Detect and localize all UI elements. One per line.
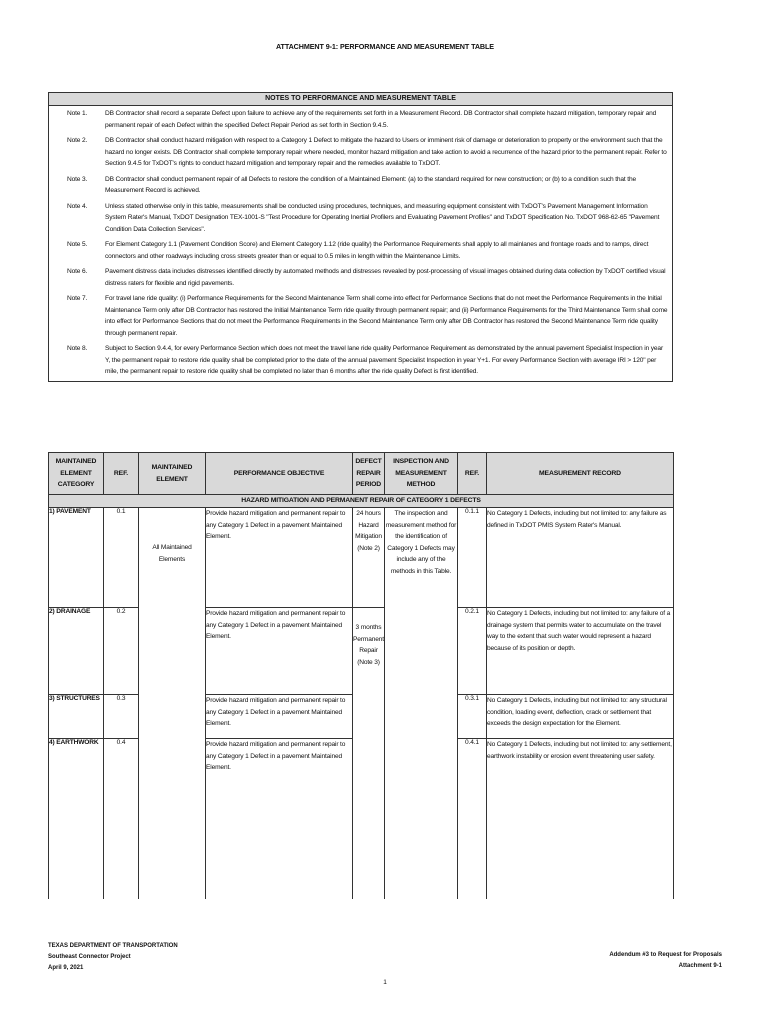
note-text: DB Contractor shall conduct hazard mitigation with respect to a Category 1 Defect to mitigate the hazard to Users or imminent risk of damage or deterioration to property or the environment such that the hazard no longer exists. DB Contractor shall complete temporary repair where needed, monitor hazard mitigation and take action to avoid a recurrence of the hazard prior to the permanent repair. Refer to Section 9.4.5 for TxDOT's rights to conduct hazard mitigation and temporary repair and the remedies available to TxDOT. [105, 137, 667, 167]
note-label: Note 7. [67, 295, 88, 302]
notes-heading: NOTES TO PERFORMANCE AND MEASUREMENT TABLE [49, 93, 672, 106]
footer-org: TEXAS DEPARTMENT OF TRANSPORTATION [48, 943, 178, 949]
header-objective: PERFORMANCE OBJECTIVE [206, 453, 353, 495]
row-objective: Provide hazard mitigation and permanent repair to any Category 1 Defect in a pavement Maintained Element. [206, 608, 353, 695]
note-text: DB Contractor shall conduct permanent repair of all Defects to restore the condition of a Maintained Element: (a) to the standard required for new construction; or (b) to a condition such that the Measurement Record is achieved. [105, 175, 637, 194]
header-record: MEASUREMENT RECORD [487, 453, 674, 495]
row-ref2: 0.4.1 [458, 739, 487, 899]
note-item [49, 174, 672, 197]
repair-period-permanent: 3 months Permanent Repair (Note 3) [353, 608, 385, 899]
header-ref: REF. [104, 453, 139, 495]
note-text: DB Contractor shall record a separate Defect upon failure to achieve any of the requirements set forth in a Measurement Record. DB Contractor shall complete hazard mitigation, temporary repair and permanent repair of each Defect within the specified Defect Repair Period as set forth in Section 9.4.5. [105, 110, 657, 129]
note-text: Pavement distress data includes distresses identified directly by automated methods and distresses revealed by post-processing of visual images obtained during data collection by TxDOT certified visual distress raters for flexible and rigid pavements. [105, 268, 666, 287]
repair-period-hazard: 24 hours Hazard Mitigation (Note 2) [353, 508, 385, 608]
note-label: Note 4. [67, 202, 88, 210]
note-text: Subject to Section 9.4.4, for every Performance Section which does not meet the travel lane ride quality Performance Requirement as demonstrated by the annual pavement Specialist Inspection in year Y, the permanent repair to restore ride quality shall be completed prior to the date of the annual pavement Specialist Inspection in year Y+1. For every Performance Section with average IRI > 120" per mile, the permanent repair to restore ride quality shall be completed no later than 6 months after the ride quality Defect is first identified. [105, 345, 663, 375]
row-ref2: 0.1.1 [458, 508, 487, 608]
row-record: No Category 1 Defects, including but not limited to: any settlement, earthwork instability or erosion event threatening user safety. [487, 739, 674, 899]
table-row [49, 508, 674, 608]
note-item [49, 293, 672, 339]
row-record: No Category 1 Defects, including but not limited to: any failure of a drainage system that permits water to accumulate on the travel way to the extent that such water would represent a hazard because of its position or depth. [487, 608, 674, 695]
header-category: MAINTAINED ELEMENT CATEGORY [49, 453, 104, 495]
inspection-method: The inspection and measurement method for the identification of Category 1 Defects may include any of the methods in this Table. [385, 508, 458, 899]
note-text: For travel lane ride quality: (i) Performance Requirements for the Second Maintenance Term shall come into effect for Performance Sections that do not meet the Performance Requirements in the Initial Maintenance Term only after DB Contractor has restored the Initial Maintenance Term ride quality through permanent repair; and (ii) Performance Requirements for the Third Maintenance Term shall come into effect for Performance Sections that do not meet the Performance Requirements in the Second Maintenance Term only after DB Contractor has restored the Second Maintenance Term ride quality through permanent repair. [105, 295, 668, 337]
performance-table [48, 452, 674, 899]
row-record: No Category 1 Defects, including but not limited to: any structural condition, loading event, deflection, crack or settlement that exceeds the design expectation for the Element. [487, 695, 674, 739]
row-objective: Provide hazard mitigation and permanent repair to any Category 1 Defect in a pavement Maintained Element. [206, 739, 353, 899]
footer-addendum: Addendum #3 to Request for Proposals [609, 952, 722, 958]
note-item [49, 343, 672, 378]
row-category: 4) EARTHWORK [49, 739, 104, 899]
row-ref: 0.1 [104, 508, 139, 608]
row-category: 3) STRUCTURES [49, 695, 104, 739]
header-inspection: INSPECTION AND MEASUREMENT METHOD [385, 453, 458, 495]
document-title: ATTACHMENT 9-1: PERFORMANCE AND MEASUREMENT TABLE [275, 42, 495, 51]
page-number: 1 [383, 979, 387, 986]
note-label: Note 8. [67, 345, 88, 352]
section-title: HAZARD MITIGATION AND PERMANENT REPAIR OF CATEGORY 1 DEFECTS [49, 495, 674, 508]
note-item [49, 108, 672, 131]
footer-left [48, 941, 178, 974]
note-label: Note 3. [67, 175, 88, 183]
note-label: Note 1. [67, 110, 88, 117]
note-item [49, 266, 672, 289]
footer-project: Southeast Connector Project [48, 954, 131, 960]
note-item [49, 135, 672, 170]
row-objective: Provide hazard mitigation and permanent repair to any Category 1 Defect in a pavement Maintained Element. [206, 695, 353, 739]
notes-section [48, 92, 673, 382]
notes-list [49, 108, 672, 378]
row-record: No Category 1 Defects, including but not limited to: any failure as defined in TxDOT PMIS System Rater's Manual. [487, 508, 674, 608]
row-objective: Provide hazard mitigation and permanent repair to any Category 1 Defect in a pavement Maintained Element. [206, 508, 353, 608]
note-item [49, 239, 672, 262]
row-ref: 0.4 [104, 739, 139, 899]
note-label: Note 2. [67, 137, 88, 144]
note-text: Unless stated otherwise only in this table, measurements shall be conducted using procedures, techniques, and measuring equipment consistent with TxDOT's Pavement Management Information System Rater's Manual, TxDOT Designation TEX-1001-S "Test Procedure for Operating Inertial Profilers and Evaluating Pavement Profiles" and TxDOT Specification No. TxDOT 968-62-65 "Pavement Condition Data Collection Services". [105, 202, 660, 233]
row-category: 2) DRAINAGE [49, 608, 104, 695]
note-item [49, 201, 672, 236]
row-ref: 0.3 [104, 695, 139, 739]
footer-attachment: Attachment 9-1 [678, 963, 722, 969]
note-text: For Element Category 1.1 (Pavement Condition Score) and Element Category 1.12 (ride quality) the Performance Requirements shall apply to all mainlanes and frontage roads and to ramps, direct connectors and other roadways including cross streets greater than or equal to 0.5 miles in length within the Maintenance Limits. [105, 241, 649, 260]
header-ref2: REF. [458, 453, 487, 495]
header-element: MAINTAINED ELEMENT [139, 453, 206, 495]
footer-right [609, 950, 722, 972]
footer-date: April 9, 2021 [48, 965, 84, 971]
note-label: Note 6. [67, 268, 88, 275]
row-ref: 0.2 [104, 608, 139, 695]
row-ref2: 0.2.1 [458, 608, 487, 695]
row-ref2: 0.3.1 [458, 695, 487, 739]
header-repair-period: DEFECT REPAIR PERIOD [353, 453, 385, 495]
note-label: Note 5. [67, 241, 88, 248]
row-category: 1) PAVEMENT [49, 508, 104, 608]
maintained-element-all: All Maintained Elements [139, 508, 206, 899]
